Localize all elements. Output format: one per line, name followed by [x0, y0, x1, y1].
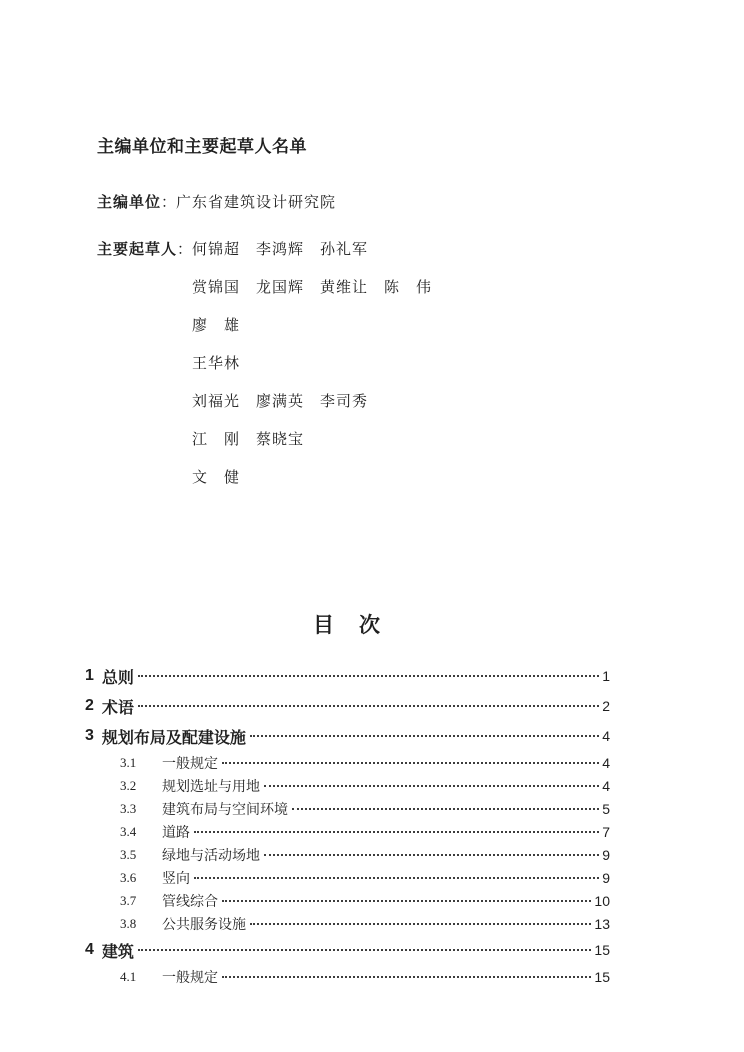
toc-entry-title: 竖向	[162, 871, 190, 887]
toc-entry-page: 9	[602, 869, 610, 886]
toc-entry	[85, 912, 610, 935]
toc-entry	[85, 751, 610, 774]
drafter-name-line: 廖 雄	[192, 318, 241, 334]
toc-entry	[85, 661, 610, 691]
toc-entry	[85, 820, 610, 843]
toc-entry-number: 3.4	[120, 823, 137, 839]
toc-entry-title: 规划布局及配建设施	[101, 729, 246, 747]
drafters-row	[97, 231, 704, 497]
toc-entry-page: 7	[602, 823, 610, 840]
toc-entry-title: 建筑布局与空间环境	[162, 802, 288, 818]
toc-entry-number: 4.1	[120, 968, 137, 984]
toc-entry-number: 3.6	[120, 869, 137, 885]
toc-leader-dots	[222, 762, 599, 764]
chief-editor-label: 主编单位	[97, 194, 162, 211]
toc-leader-dots	[292, 808, 599, 810]
toc-entry-number: 2	[85, 697, 94, 714]
drafters-colon: ：	[177, 242, 193, 258]
toc-entry-page: 15	[594, 942, 610, 958]
toc-entry-number: 3.1	[120, 754, 137, 770]
drafters-name-list	[192, 231, 704, 497]
toc-leader-dots	[222, 900, 591, 902]
toc-leader-dots	[264, 854, 599, 856]
toc-section	[0, 609, 744, 988]
toc-entry-title: 规划选址与用地	[162, 779, 260, 795]
toc-entry-number: 3.5	[120, 846, 137, 862]
drafters-label: 主要起草人	[97, 241, 178, 258]
toc-entry	[85, 843, 610, 866]
toc-entry	[85, 866, 610, 889]
chief-editor-row	[97, 184, 704, 222]
toc-entry-title: 建筑	[101, 943, 134, 961]
toc-leader-dots	[194, 831, 599, 833]
toc-entry-page: 10	[594, 892, 610, 909]
toc-entry-page: 4	[602, 777, 610, 794]
drafter-name-line: 江 刚 蔡晓宝	[192, 432, 305, 448]
toc-entry-number: 3.8	[120, 915, 137, 931]
toc-entry	[85, 889, 610, 912]
toc-entry-page: 4	[602, 728, 610, 744]
toc-entry-title: 总则	[101, 669, 134, 687]
toc-entry	[85, 797, 610, 820]
toc-entry-title: 公共服务设施	[162, 917, 246, 933]
drafter-name-line: 赏锦国 龙国辉 黄维让 陈 伟	[192, 280, 433, 296]
credits-section	[0, 0, 744, 497]
toc-entry	[85, 965, 610, 988]
chief-editor-value	[176, 184, 704, 222]
toc-entry-number: 3.2	[120, 777, 137, 793]
toc-entry-page: 15	[594, 968, 610, 985]
toc-entry-page: 5	[602, 800, 610, 817]
toc-entry-title: 术语	[101, 699, 134, 717]
toc-entry-title: 绿地与活动场地	[162, 848, 260, 864]
drafter-name-line: 王华林	[192, 356, 241, 372]
toc-leader-dots	[138, 675, 599, 677]
toc-entry-title: 管线综合	[162, 894, 218, 910]
toc-entry-number: 1	[85, 667, 94, 684]
drafter-name-line: 刘福光 廖满英 李司秀	[192, 394, 369, 410]
drafter-name-line: 何锦超 李鸿辉 孙礼军	[192, 242, 369, 258]
chief-editor-org: 广东省建筑设计研究院	[176, 195, 337, 211]
toc-list	[85, 661, 610, 988]
toc-entry-page: 1	[602, 668, 610, 684]
toc-leader-dots	[222, 976, 591, 978]
toc-title: 目 次	[313, 614, 382, 637]
drafter-name-line: 文 健	[192, 470, 241, 486]
toc-leader-dots	[194, 877, 599, 879]
toc-leader-dots	[264, 785, 599, 787]
toc-leader-dots	[250, 735, 599, 737]
toc-entry-title: 一般规定	[162, 756, 218, 772]
credits-heading: 主编单位和主要起草人名单	[97, 137, 307, 156]
toc-leader-dots	[138, 949, 592, 951]
toc-entry	[85, 691, 610, 721]
toc-entry-page: 2	[602, 698, 610, 714]
toc-entry	[85, 721, 610, 751]
toc-entry-title: 道路	[162, 825, 190, 841]
toc-leader-dots	[250, 923, 591, 925]
toc-entry-number: 3.3	[120, 800, 137, 816]
toc-entry-number: 4	[85, 941, 94, 958]
toc-entry-page: 13	[594, 915, 610, 932]
toc-entry-number: 3	[85, 727, 94, 744]
toc-entry-page: 9	[602, 846, 610, 863]
toc-entry-title: 一般规定	[162, 970, 218, 986]
chief-editor-colon: ：	[161, 195, 177, 211]
toc-entry	[85, 774, 610, 797]
toc-leader-dots	[138, 705, 599, 707]
toc-entry-number: 3.7	[120, 892, 137, 908]
toc-entry	[85, 935, 610, 965]
toc-entry-page: 4	[602, 754, 610, 771]
